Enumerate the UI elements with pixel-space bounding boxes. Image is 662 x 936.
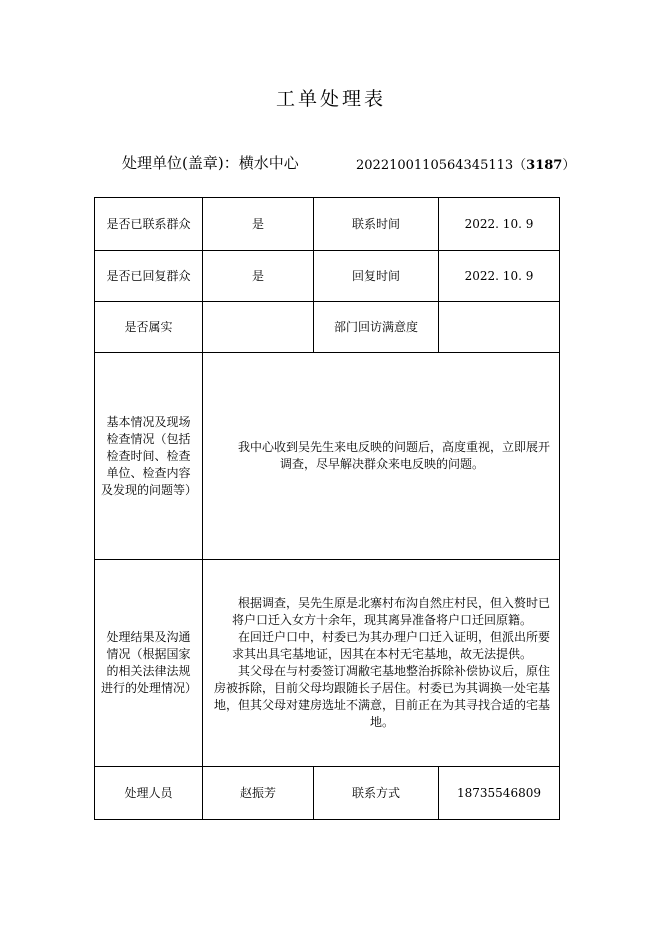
table-row-result bbox=[95, 560, 560, 767]
contact-method-value: 18735546809 bbox=[439, 767, 560, 820]
order-number-value: 2022100110564345113 bbox=[356, 158, 514, 173]
handler-label: 处理人员 bbox=[95, 767, 203, 820]
order-count: 3187 bbox=[526, 158, 563, 173]
table-row-replied bbox=[95, 251, 560, 302]
contacted-label: 是否已联系群众 bbox=[95, 198, 203, 251]
reply-time-label: 回复时间 bbox=[314, 251, 439, 302]
verified-value bbox=[203, 302, 314, 353]
verified-label: 是否属实 bbox=[95, 302, 203, 353]
work-order-table bbox=[94, 197, 560, 820]
replied-label: 是否已回复群众 bbox=[95, 251, 203, 302]
basic-situation-label: 基本情况及现场检查情况（包括检查时间、检查单位、检查内容及发现的问题等） bbox=[95, 353, 203, 560]
basic-situation-paragraph: 我中心收到吴先生来电反映的问题后，高度重视，立即展开调查，尽早解决群众来电反映的问题。 bbox=[237, 440, 550, 471]
result-paragraph: 在回迁户口中，村委已为其办理户口迁入证明，但派出所要求其出具宅基地证，因其在本村无宅基地，故无法提供。 bbox=[231, 630, 550, 661]
page-title: 工单处理表 bbox=[275, 88, 386, 110]
result-paragraph: 其父母在与村委签订凋敝宅基地整治拆除补偿协议后，原住房被拆除，目前父母均跟随长子居住。村委已为其调换一处宅基地，但其父母对建房选址不满意，目前正在为其寻找合适的宅基地。 bbox=[213, 664, 550, 729]
satisfaction-label: 部门回访满意度 bbox=[314, 302, 439, 353]
order-number bbox=[356, 154, 575, 173]
result-label: 处理结果及沟通情况（根据国家的相关法律法规进行的处理情况） bbox=[95, 560, 203, 767]
contacted-value: 是 bbox=[203, 198, 314, 251]
result-paragraph: 根据调查，吴先生原是北寨村布沟自然庄村民，但入赘时已将户口迁入女方十余年，现其离异准备将户口迁回原籍。 bbox=[231, 596, 550, 627]
contact-time-value: 2022. 10. 9 bbox=[439, 198, 560, 251]
result-content bbox=[203, 560, 560, 767]
table-row-verified bbox=[95, 302, 560, 353]
basic-situation-content bbox=[203, 353, 560, 560]
order-count-close: ） bbox=[562, 158, 576, 173]
table-row-handler bbox=[95, 767, 560, 820]
handler-value: 赵振芳 bbox=[203, 767, 314, 820]
contact-time-label: 联系时间 bbox=[314, 198, 439, 251]
table-row-contacted bbox=[95, 198, 560, 251]
processing-unit-label: 处理单位(盖章)：横水中心 bbox=[122, 154, 299, 172]
contact-method-label: 联系方式 bbox=[314, 767, 439, 820]
order-count-open: （ bbox=[513, 158, 527, 173]
replied-value: 是 bbox=[203, 251, 314, 302]
satisfaction-value bbox=[439, 302, 560, 353]
reply-time-value: 2022. 10. 9 bbox=[439, 251, 560, 302]
table-row-basic-situation bbox=[95, 353, 560, 560]
